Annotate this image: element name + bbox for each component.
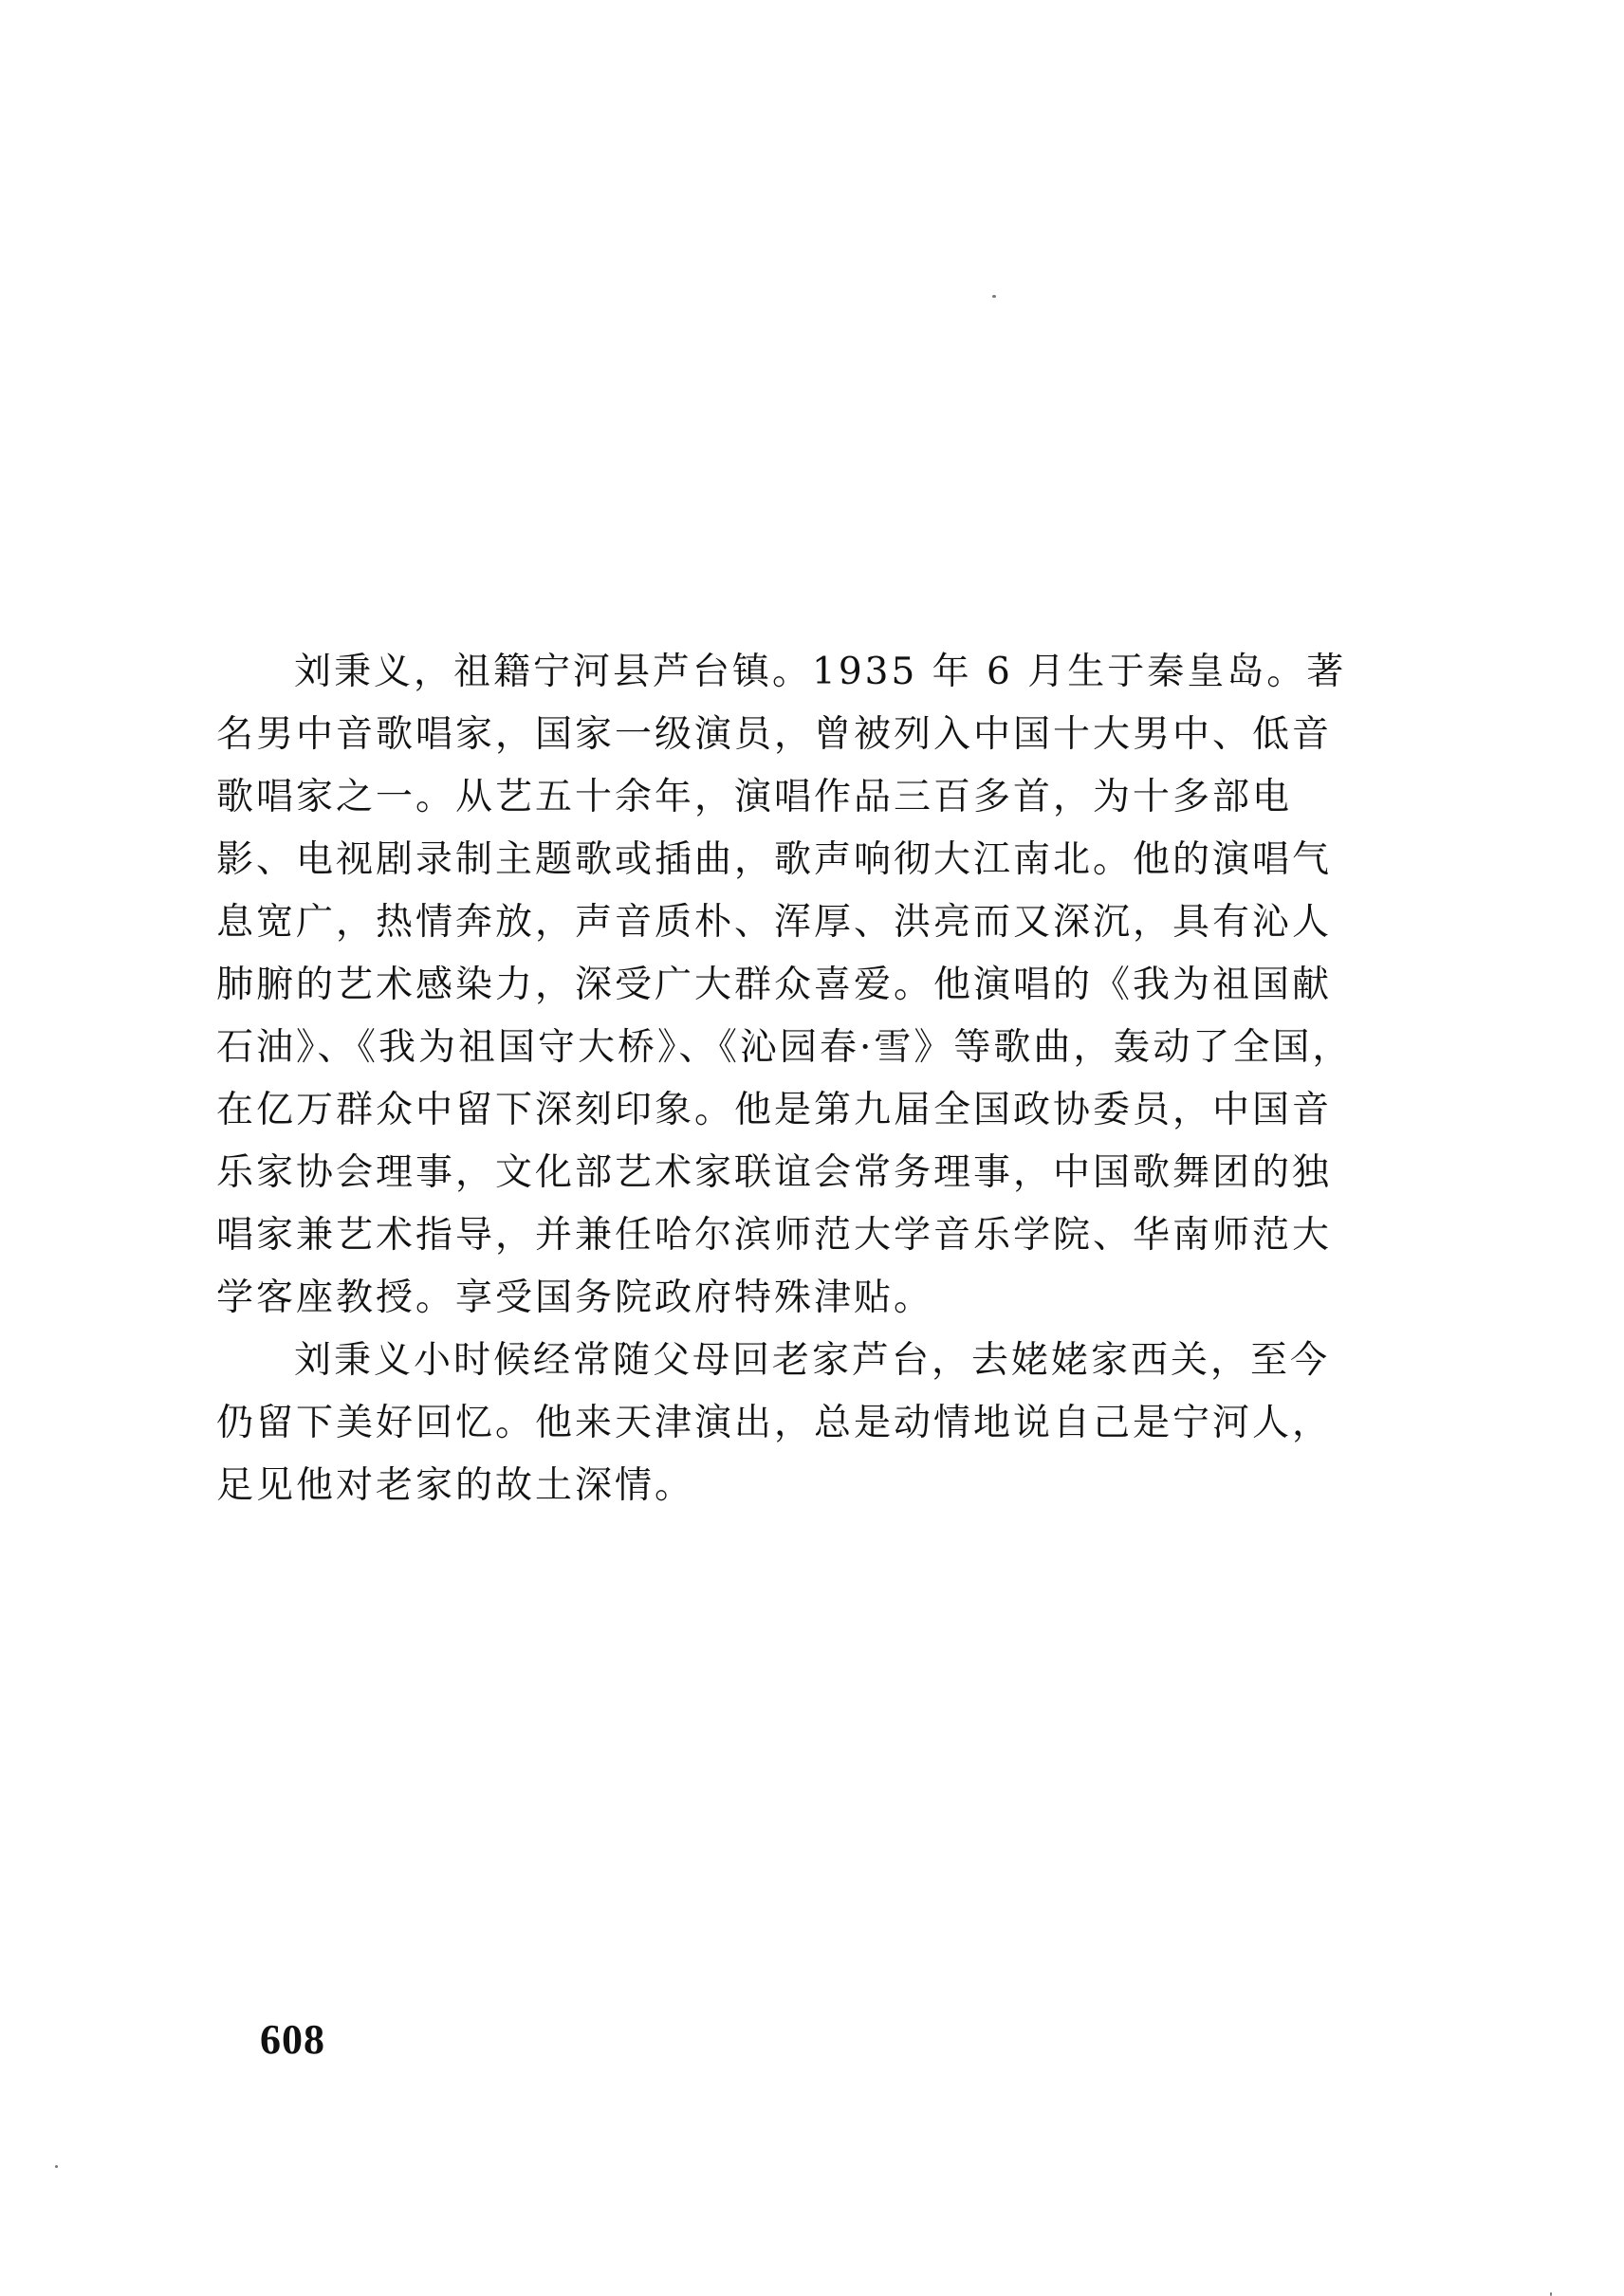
text-line: 刘秉义，祖籍宁河县芦台镇。1935 年 6 月生于秦皇岛。著 <box>294 651 1347 693</box>
text-line: 名男中音歌唱家，国家一级演员，曾被列入中国十大男中、低音 <box>216 713 1333 756</box>
body-text <box>216 641 1412 1517</box>
text-line: 唱家兼艺术指导，并兼任哈尔滨师范大学音乐学院、华南师范大 <box>216 1214 1333 1257</box>
text-line: 乐家协会理事，文化部艺术家联谊会常务理事，中国歌舞团的独 <box>216 1151 1333 1194</box>
text-line: 刘秉义小时候经常随父母回老家芦台，去姥姥家西关，至今 <box>294 1339 1331 1382</box>
scan-speck <box>55 2165 58 2168</box>
scan-speck <box>1550 2292 1552 2296</box>
text-line: 在亿万群众中留下深刻印象。他是第九届全国政协委员，中国音 <box>216 1089 1333 1131</box>
text-line: 肺腑的艺术感染力，深受广大群众喜爱。他演唱的《我为祖国献 <box>216 964 1333 1006</box>
text-line: 石油》、《我为祖国守大桥》、《沁园春·雪》等歌曲，轰动了全国， <box>216 1026 1353 1069</box>
page-number: 608 <box>260 2016 325 2063</box>
text-line: 学客座教授。享受国务院政府特殊津贴。 <box>216 1277 934 1319</box>
text-line: 仍留下美好回忆。他来天津演出，总是动情地说自己是宁河人， <box>216 1402 1333 1444</box>
text-line: 影、电视剧录制主题歌或插曲，歌声响彻大江南北。他的演唱气 <box>216 838 1333 881</box>
biography-paragraph <box>216 641 1412 1330</box>
hometown-paragraph <box>216 1330 1412 1517</box>
text-line: 歌唱家之一。从艺五十余年，演唱作品三百多首，为十多部电 <box>216 776 1293 818</box>
text-line: 足见他对老家的故土深情。 <box>216 1464 695 1507</box>
text-line: 息宽广，热情奔放，声音质朴、浑厚、洪亮而又深沉，具有沁人 <box>216 901 1333 944</box>
scan-speck <box>992 295 996 298</box>
